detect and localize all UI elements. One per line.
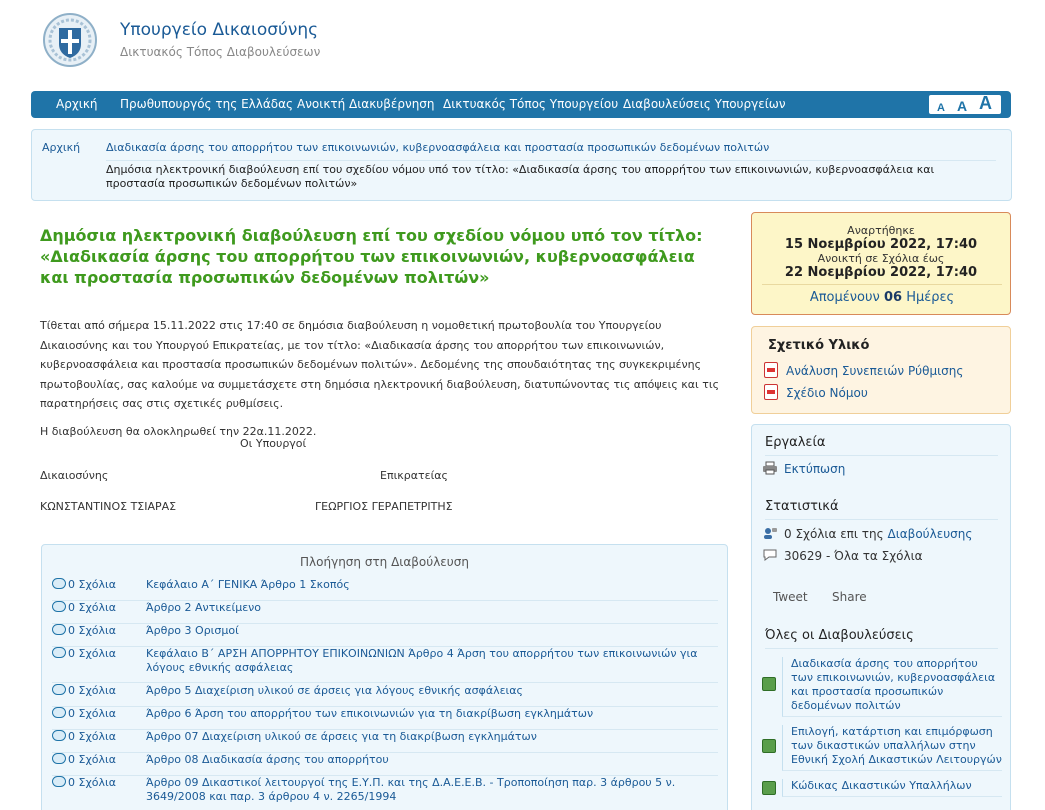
article-row — [52, 578, 718, 601]
ministry-justice: Δικαιοσύνης — [40, 469, 109, 482]
page-title: Δημόσια ηλεκτρονική διαβούλευση επί του σχεδίου νόμου υπό τον τίτλο: «Διαδικασία άρσης του απορρήτου των επικοινωνιών, κυβερνοασφάλεια και προστασία προσωπικών δεδομένων πολιτών» — [40, 226, 703, 287]
main-navbar — [31, 91, 1011, 118]
print-link[interactable]: Εκτύπωση — [762, 461, 845, 476]
article-comments-link[interactable]: 0 Σχόλια — [52, 578, 132, 591]
consultation-navigation — [41, 544, 728, 810]
comment-icon — [52, 684, 66, 695]
article-link[interactable]: Άρθρο 5 Διαχείριση υλικού σε άρσεις για λόγους εθνικής ασφάλειας — [146, 684, 523, 697]
post-body: Τίθεται από σήμερα 15.11.2022 στις 17:40 σε δημόσια διαβούλευση η νομοθετική πρωτοβουλία του Υπουργείου Δικαιοσύνης και του Υπουργού Επικρατείας, με τον τίτλο: «Διαδικασία άρσης του απορρήτου των επικοινωνιών, κυβερνοασφάλεια και προστασία προσωπικών δεδομένων πολιτών». Δεδομένης της σπουδαιότητας της συγκεκριμένης πρωτοβουλίας, σας καλούμε να συμμετάσχετε στη δημόσια ηλεκτρονική διαβούλευση, διατυπώνοντας τις απόψεις και τις παρατηρήσεις σας στις σχετικές ρυθμίσεις. — [40, 319, 720, 410]
breadcrumb-parent[interactable]: Διαδικασία άρσης του απορρήτου των επικοινωνιών, κυβερνοασφάλεια και προστασία προσωπικών δεδομένων πολιτών — [106, 141, 996, 161]
speech-bubble-icon — [762, 548, 778, 562]
article-row — [52, 753, 718, 776]
article-comments-link[interactable]: 0 Σχόλια — [52, 776, 132, 789]
article-comments-link[interactable]: 0 Σχόλια — [52, 730, 132, 743]
pdf-icon — [764, 362, 778, 378]
minister-state-name: ΓΕΩΡΓΙΟΣ ΓΕΡΑΠΕΤΡΙΤΗΣ — [315, 500, 453, 513]
article-row — [52, 707, 718, 730]
all-consultations-heading: Όλες οι Διαβουλεύσεις — [765, 628, 998, 649]
site-title[interactable]: Υπουργείο Δικαιοσύνης — [120, 20, 319, 40]
article-row — [52, 647, 718, 683]
article-row — [52, 730, 718, 753]
open-until-date: 22 Νοεμβρίου 2022, 17:40 — [784, 265, 978, 280]
article-comments-link[interactable]: 0 Σχόλια — [52, 707, 132, 720]
related-heading: Σχετικό Υλικό — [768, 338, 870, 353]
nav-ministry-site[interactable]: Δικτυακός Τόπος Υπουργείου — [443, 97, 619, 111]
nav-open-gov[interactable]: Ανοικτή Διακυβέρνηση — [297, 97, 435, 111]
font-size-switcher — [929, 95, 1001, 114]
comment-icon — [52, 624, 66, 635]
article-comments-link[interactable]: 0 Σχόλια — [52, 647, 132, 660]
font-large-button[interactable]: A — [979, 93, 992, 113]
impact-analysis-link[interactable]: Ανάλυση Συνεπειών Ρύθμισης — [764, 362, 963, 378]
nav-home[interactable]: Αρχική — [56, 97, 98, 111]
post-end-date: Η διαβούλευση θα ολοκληρωθεί την 22α.11.2022. — [40, 424, 317, 438]
article-link[interactable]: Κεφάλαιο Α΄ ΓΕΝΙΚΑ Άρθρο 1 Σκοπός — [146, 578, 350, 591]
breadcrumb-current: Δημόσια ηλεκτρονική διαβούλευση επί του σχεδίου νόμου υπό τον τίτλο: «Διαδικασία άρσης του απορρήτου των επικοινωνιών, κυβερνοασφάλεια και προστασία προσωπικών δεδομένων πολιτών» — [106, 163, 935, 190]
draft-law-link[interactable]: Σχέδιο Νόμου — [764, 384, 868, 400]
stats-total-comments: 30629 - Όλα τα Σχόλια — [762, 548, 923, 563]
article-comments-link[interactable]: 0 Σχόλια — [52, 684, 132, 697]
breadcrumb — [31, 129, 1012, 201]
consultation-link[interactable]: Κώδικας Δικαστικών Υπαλλήλων — [782, 779, 1002, 797]
comment-icon — [52, 753, 66, 764]
article-link[interactable]: Άρθρο 09 Δικαστικοί λειτουργοί της Ε.Υ.Π. και της Δ.Α.Ε.Ε.Β. - Τροποποίηση παρ. 3 άρθρου 5 ν. 3649/2008 και παρ. 3 άρθρου 4 ν. 2265/1994 — [146, 776, 676, 803]
article-row — [52, 624, 718, 647]
comment-icon — [52, 647, 66, 658]
consultation-link[interactable]: Επιλογή, κατάρτιση και επιμόρφωση των δικαστικών υπαλλήλων στην Εθνική Σχολή Δικαστικών Λειτουργών — [782, 725, 1002, 771]
breadcrumb-home[interactable]: Αρχική — [42, 141, 81, 154]
ministers-heading: Οι Υπουργοί — [240, 437, 307, 450]
nav-prime-minister[interactable]: Πρωθυπουργός της Ελλάδας — [120, 97, 294, 111]
main-content — [40, 225, 730, 513]
stats-consultation-link[interactable]: Διαβούλευσης — [887, 527, 973, 541]
article-comments-link[interactable]: 0 Σχόλια — [52, 753, 132, 766]
sidebar-tools — [751, 424, 1011, 810]
article-row — [52, 601, 718, 624]
article-comments-link[interactable]: 0 Σχόλια — [52, 601, 132, 614]
article-link[interactable]: Άρθρο 6 Άρση του απορρήτου των επικοινωνιών για τη διακρίβωση εγκλημάτων — [146, 707, 594, 720]
consultation-link[interactable]: Διαδικασία άρσης του απορρήτου των επικοινωνιών, κυβερνοασφάλεια και προστασία προσωπικών δεδομένων πολιτών — [782, 657, 1002, 717]
comment-icon — [52, 776, 66, 787]
article-link[interactable]: Άρθρο 08 Διαδικασία άρσης του απορρήτου — [146, 753, 389, 766]
coat-of-arms-logo[interactable] — [42, 12, 98, 68]
font-medium-button[interactable]: A — [957, 98, 968, 114]
consultation-icon — [762, 677, 776, 691]
comment-icon — [52, 601, 66, 612]
comment-icon — [52, 730, 66, 741]
stats-consultation-comments: 0 Σχόλια επι της Διαβούλευσης — [762, 526, 972, 541]
posted-label: Αναρτήθηκε — [847, 224, 915, 237]
tweet-button[interactable]: Tweet — [773, 590, 808, 604]
site-header — [40, 10, 440, 70]
article-link[interactable]: Άρθρο 3 Ορισμοί — [146, 624, 239, 637]
comment-icon — [52, 707, 66, 718]
nav-ministries-consultations[interactable]: Διαβουλεύσεις Υπουργείων — [623, 97, 786, 111]
article-row — [52, 776, 718, 810]
user-comment-icon — [762, 526, 778, 540]
days-remaining: Απομένουν 06 Ημέρες — [762, 284, 1002, 305]
related-material — [751, 326, 1011, 414]
stats-heading: Στατιστικά — [765, 499, 998, 520]
article-link[interactable]: Άρθρο 2 Αντικείμενο — [146, 601, 262, 614]
consultation-dates — [751, 212, 1011, 315]
comment-icon — [52, 578, 66, 589]
ministry-state: Επικρατείας — [380, 469, 449, 482]
consultation-icon — [762, 781, 776, 795]
open-until-label: Ανοικτή σε Σχόλια έως — [817, 252, 945, 265]
article-link[interactable]: Άρθρο 07 Διαχείριση υλικού σε άρσεις για τη διακρίβωση εγκλημάτων — [146, 730, 537, 743]
printer-icon — [762, 461, 778, 475]
posted-date: 15 Νοεμβρίου 2022, 17:40 — [784, 237, 978, 252]
tools-heading: Εργαλεία — [765, 435, 998, 456]
article-link[interactable]: Κεφάλαιο Β΄ ΑΡΣΗ ΑΠΟΡΡΗΤΟΥ ΕΠΙΚΟΙΝΩΝΙΩΝ Άρθρο 4 Άρση του απορρήτου των επικοινωνιών για λόγους εθνικής ασφάλειας — [146, 647, 698, 674]
pdf-icon — [764, 384, 778, 400]
font-small-button[interactable]: A — [937, 102, 945, 114]
article-row — [52, 684, 718, 707]
site-subtitle: Δικτυακός Τόπος Διαβουλεύσεων — [120, 45, 321, 59]
consultation-icon — [762, 739, 776, 753]
minister-justice-name: ΚΩΝΣΤΑΝΤΙΝΟΣ ΤΣΙΑΡΑΣ — [40, 500, 177, 513]
article-comments-link[interactable]: 0 Σχόλια — [52, 624, 132, 637]
share-button[interactable]: Share — [832, 590, 867, 604]
navigation-title: Πλοήγηση στη Διαβούλευση — [300, 555, 469, 569]
